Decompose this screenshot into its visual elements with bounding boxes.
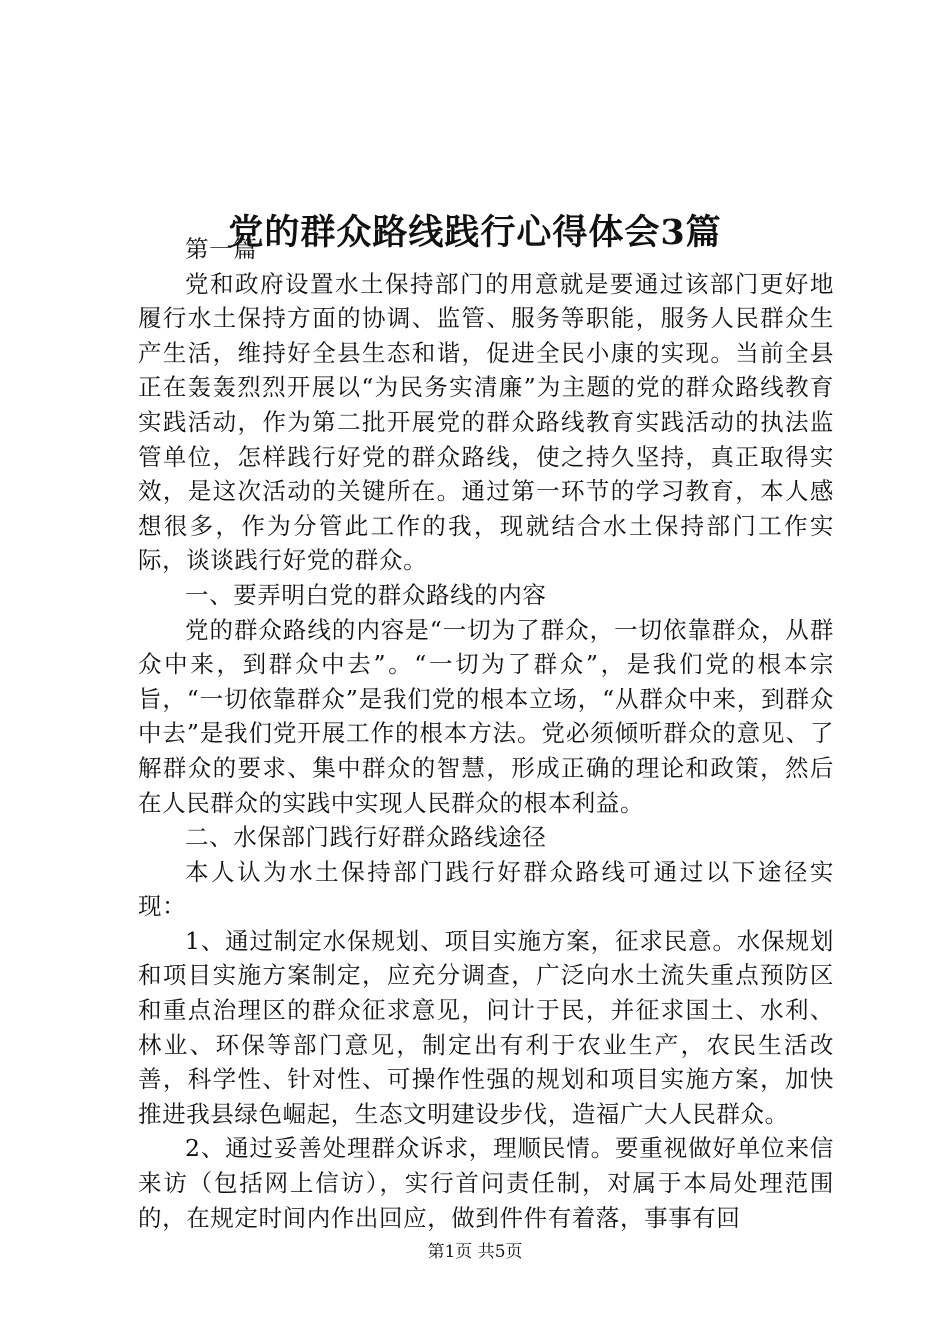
document-body [138,232,834,1235]
section-heading: 一、要弄明白党的群众路线的内容 [185,580,547,609]
paragraph: 党的群众路线的内容是“一切为了群众，一切依靠群众，从群众中来，到群众中去”。“一切为了群众”，是我们党的根本宗旨，“一切依靠群众”是我们党的根本立场，“从群众中来，到群众中去”是我们党开展工作的根本方法。党必须倾听群众的意见、了解群众的要求、集中群众的智慧，形成正确的理论和政策，然后在人民群众的实践中实现人民群众的根本利益。 [138,615,834,817]
paragraph: 2、通过妥善处理群众诉求，理顺民情。要重视做好单位来信来访（包括网上信访），实行首问责任制，对属于本局处理范围的，在规定时间内作出回应，做到件件有着落，事事有回 [138,1134,834,1232]
paragraph: 本人认为水土保持部门践行好群众路线可通过以下途径实现： [138,857,834,921]
document-title: 党的群众路线践行心得体会3篇 [228,212,722,254]
section-label: 第一篇 [185,235,258,263]
page-footer: 第1页 共5页 [427,1242,523,1262]
section-heading: 二、水保部门践行好群众路线途径 [185,823,547,852]
paragraph: 1、通过制定水保规划、项目实施方案，征求民意。水保规划和项目实施方案制定，应充分调查，广泛向水土流失重点预防区和重点治理区的群众征求意见，问计于民，并征求国土、水利、林业、环保等部门意见，制定出有利于农业生产，农民生活改善，科学性、针对性、可操作性强的规划和项目实施方案，加快推进我县绿色崛起，生态文明建设步伐，造福广大人民群众。 [138,926,834,1128]
paragraph: 党和政府设置水土保持部门的用意就是要通过该部门更好地履行水土保持方面的协调、监管、服务等职能，服务人民群众生产生活，维持好全县生态和谐，促进全民小康的实现。当前全县正在轰轰烈烈开展以“为民务实清廉”为主题的党的群众路线教育实践活动，作为第二批开展党的群众路线教育实践活动的执法监管单位，怎样践行好党的群众路线，使之持久坚持，真正取得实效，是这次活动的关键所在。通过第一环节的学习教育，本人感想很多，作为分管此工作的我，现就结合水土保持部门工作实际，谈谈践行好党的群众。 [138,269,834,575]
